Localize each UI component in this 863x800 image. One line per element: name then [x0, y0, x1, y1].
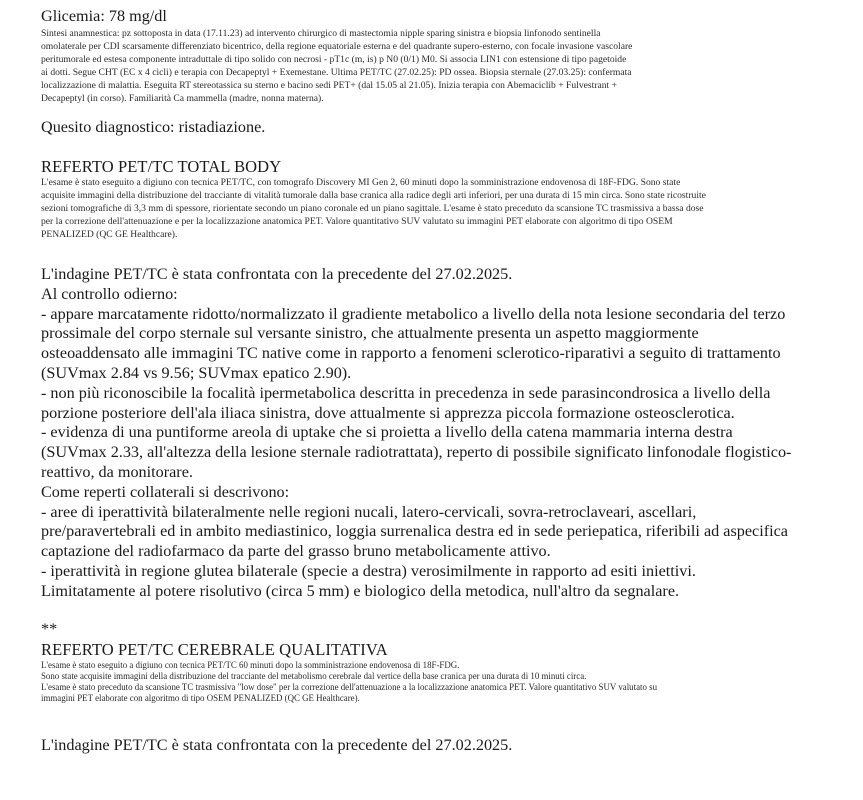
report-line: - iperattività in regione glutea bilaterale (specie a destra) verosimilmente in rapporto ad esiti iniettivi.	[41, 561, 696, 580]
method-line: Sono state acquisite immagini della distribuzione del tracciante del metabolismo cerebrale dal vertice della base cranica per una durata di 10 minuti circa.	[41, 671, 587, 681]
method-line: L'esame è stato eseguito a digiuno con tecnica PET/TC 60 minuti dopo la somministrazione endovenosa di 18F-FDG.	[41, 660, 460, 670]
report-line: (SUVmax 2.84 vs 9.56; SUVmax epatico 2.90).	[41, 363, 352, 382]
report-line: reattivo, da monitorare.	[41, 462, 193, 481]
report-line: osteoaddensato alle immagini TC native come in rapporto a fenomeni sclerotico-riparativi a seguito di trattamento	[41, 344, 781, 363]
cerebral-method	[41, 660, 657, 704]
method-line: per la correzione dell'attenuazione e per la localizzazione anatomica PET. Valore quantitativo SUV valutato su immagini PET elaborate con algoritmo di tipo OSEM	[41, 216, 673, 227]
report-line: - aree di iperattività bilateralmente nelle regioni nucali, latero-cervicali, sovra-retroclaveari, ascellari,	[41, 502, 697, 521]
report-line: porzione posteriore dell'ala iliaca sinistra, dove attualmente si apprezza piccola formazione osteosclerotica.	[41, 403, 735, 422]
method-line: L'esame è stato eseguito a digiuno con tecnica PET/TC, con tomografo Discovery MI Gen 2, 60 minuti dopo la somministrazione endovenosa di 18F-FDG. Sono state	[41, 177, 681, 188]
report-line: - non più riconoscibile la focalità ipermetabolica descritta in precedenza in sede parasincondrosica a livello della	[41, 383, 771, 402]
method-line: acquisite immagini della distribuzione del tracciante di vitalità tumorale dalla base cranica alla radice degli arti inferiori, per una durata di 15 min circa. Sono state ricostruite	[41, 190, 706, 201]
anamnesis-line: Decapeptyl (in corso). Familiarità Ca mammella (madre, nonna materna).	[41, 93, 324, 104]
anamnesis-line: Sintesi anamnestica: pz sottoposta in data (17.11.23) ad intervento chirurgico di mastectomia nipple sparing sinistra e biopsia linfonodo sentinella	[41, 28, 601, 39]
anamnesis-line: omolaterale per CDI scarsamente differenziato bicentrico, della regione equatoriale esterna e del quadrante supero-esterno, con focale invasione vascolare	[41, 41, 633, 52]
report-line: - appare marcatamente ridotto/normalizzato il gradiente metabolico a livello della nota lesione secondaria del terzo	[41, 304, 786, 323]
report-line: prossimale del corpo sternale sul versante sinistro, che attualmente presenta un aspetto maggiormente	[41, 324, 699, 343]
method-line: PENALIZED (QC GE Healthcare).	[41, 229, 178, 240]
section-separator: **	[41, 620, 58, 638]
report-line: captazione del radiofarmaco da parte del grasso bruno metabolicamente attivo.	[41, 542, 551, 561]
cerebral-title: REFERTO PET/TC CEREBRALE QUALITATIVA	[41, 640, 388, 659]
anamnesis-line: ai dotti. Segue CHT (EC x 4 cicli) e terapia con Decapeptyl + Exemestane. Ultima PET/TC (27.02.25): PD ossea. Biopsia sternale (27.03.25): confermata	[41, 67, 632, 78]
anamnesis-line: localizzazione di malattia. Eseguita RT stereotassica su sterno e bacino sedi PET+ (dal 15.05 al 21.05). Inizia terapia con Abemaciclib + Fulvestrant +	[41, 80, 617, 91]
method-line: immagini PET elaborate con algoritmo di tipo OSEM PENALIZED (QC GE Healthcare).	[41, 693, 360, 703]
glycemia-value: Glicemia: 78 mg/dl	[41, 7, 167, 25]
anamnesis-line: peritumorale ed estesa componente intraduttale di tipo solido con necrosi - pT1c (m, is) p N0 (0/1) M0. Si associa LIN1 con estensione di tipo pagetoide	[41, 54, 627, 65]
anamnesis-paragraph	[41, 27, 632, 105]
report-line: Come reperti collaterali si descrivono:	[41, 482, 290, 501]
total-body-method	[41, 176, 706, 241]
diagnostic-question: Quesito diagnostico: ristadiazione.	[41, 118, 266, 136]
report-line: Limitatamente al potere risolutivo (circa 5 mm) e biologico della metodica, null'altro da segnalare.	[41, 581, 680, 600]
report-line: pre/paravertebrali ed in ambito mediastinico, loggia surrenalica destra ed in sede periepatica, riferibili ad aspecifica	[41, 522, 788, 541]
report-line: - evidenza di una puntiforme areola di uptake che si proietta a livello della catena mammaria interna destra	[41, 423, 733, 442]
report-line: (SUVmax 2.33, all'altezza della lesione sternale radiotrattata), reperto di possibile significato linfonodale flogistico-	[41, 443, 792, 462]
report-line: Al controllo odierno:	[41, 284, 178, 303]
method-line: L'esame è stato preceduto da scansione TC trasmissiva "low dose" per la correzione dell'attenuazione a la localizzazione anatomica PET. Valore quantitativo SUV valutato su	[41, 682, 658, 692]
total-body-report	[41, 265, 791, 602]
method-line: sezioni tomografiche di 3,3 mm di spessore, riorientate secondo un piano coronale ed un piano sagittale. L'esame è stato preceduto da scansione TC trasmissiva a bassa dose	[41, 203, 704, 214]
cerebral-report-first-line: L'indagine PET/TC è stata confrontata con la precedente del 27.02.2025.	[41, 736, 513, 754]
total-body-title: REFERTO PET/TC TOTAL BODY	[41, 157, 282, 176]
report-line: L'indagine PET/TC è stata confrontata con la precedente del 27.02.2025.	[41, 265, 513, 283]
